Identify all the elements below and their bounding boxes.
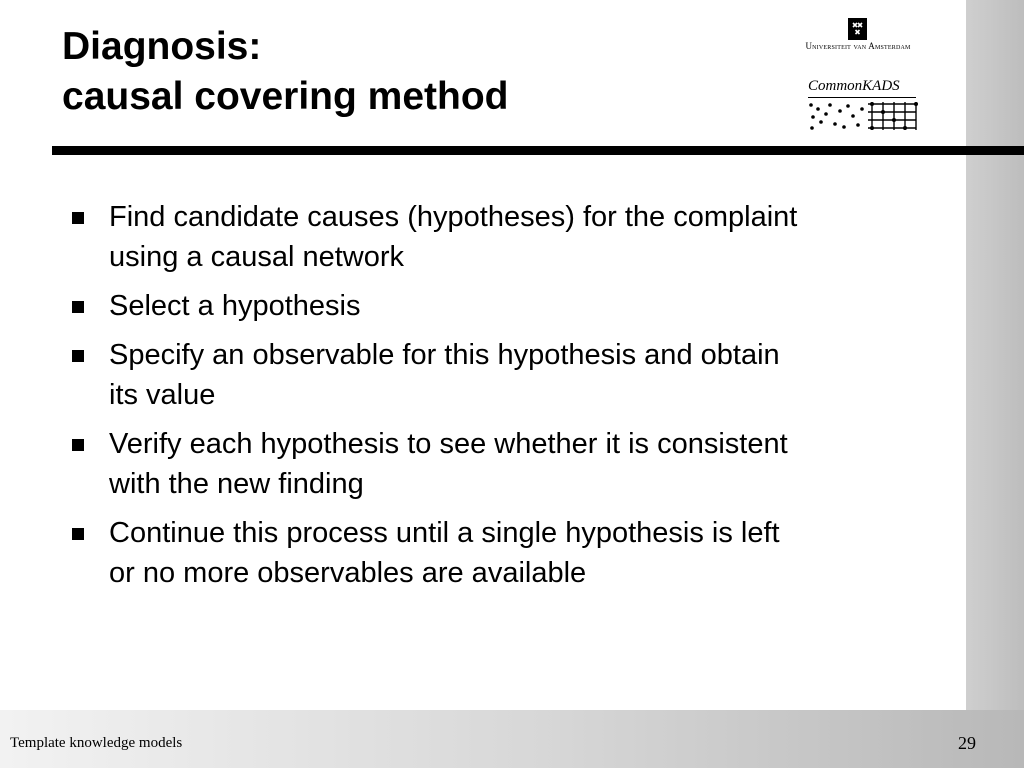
bullet-line: Specify an observable for this hypothesis and obtain [109, 339, 780, 371]
square-bullet-icon [72, 212, 84, 224]
page-number: 29 [958, 733, 976, 753]
slide-title-line-2: causal covering method [62, 75, 509, 118]
bullet-item [72, 197, 942, 277]
uva-emblem-icon [848, 18, 867, 40]
bullet-line: with the new finding [109, 468, 364, 500]
commonkads-name: CommonKADS [808, 78, 900, 94]
commonkads-logo [806, 78, 918, 134]
square-bullet-icon [72, 301, 84, 313]
bullet-line: Verify each hypothesis to see whether it is consistent [109, 428, 788, 460]
bullet-line: its value [109, 379, 216, 411]
footer-title: Template knowledge models [10, 735, 183, 751]
title-divider [52, 146, 1024, 155]
bullet-item [72, 286, 942, 326]
bullet-item [72, 424, 942, 504]
network-icon [808, 100, 918, 132]
bullet-item [72, 335, 942, 415]
bullet-item [72, 513, 942, 593]
square-bullet-icon [72, 350, 84, 362]
square-bullet-icon [72, 528, 84, 540]
square-bullet-icon [72, 439, 84, 451]
commonkads-rule [808, 97, 916, 98]
bullet-line: or no more observables are available [109, 557, 587, 589]
bullet-line: using a causal network [109, 241, 404, 273]
bullet-line: Find candidate causes (hypotheses) for the complaint [109, 201, 798, 233]
slide-title-line-1: Diagnosis: [62, 25, 262, 68]
university-name: Universiteit van Amsterdam [805, 41, 911, 51]
bullet-line: Continue this process until a single hypothesis is left [109, 517, 780, 549]
slide-title [62, 22, 508, 122]
right-decorative-band [966, 0, 1024, 768]
bullet-line: Select a hypothesis [109, 290, 361, 322]
university-logo [800, 18, 916, 54]
bullet-list [72, 197, 942, 602]
